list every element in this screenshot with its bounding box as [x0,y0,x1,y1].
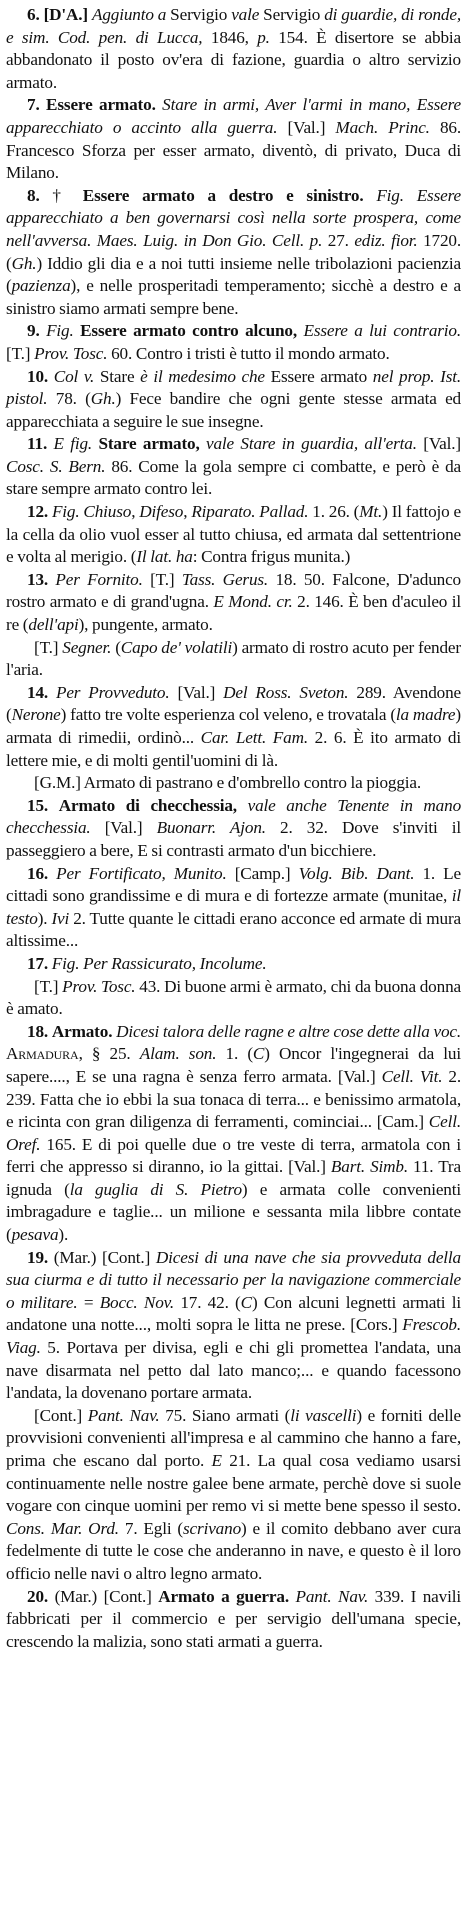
dictionary-entry-17: 17. Fig. Per Rassicurato, Incolume. [27,953,267,973]
dictionary-entry-14: 14. Per Provveduto. [Val.] Del Ross. Sveton. 289. Avendone (Nerone) fatto tre volte esperienza col veleno, e trovatala (la madre) armata di rimedii, ordinò... Car. Lett. Fam. 2. 6. È ito armato di lettere mie, e di molti gentil'uomini di là. [6,682,462,770]
dictionary-entry-10: 10. Col v. Stare è il medesimo che Essere armato nel prop. Ist. pistol. 78. (Gh.) Fece bandire che ogni gente stesse armata ed apparecchiata a seguire le sue insegne. [6,366,462,431]
dictionary-entry-14b: [G.M.] Armato di pastrano e d'ombrello contro la pioggia. [34,773,422,793]
dictionary-entry-16: 16. Per Fortificato, Munito. [Camp.] Volg. Bib. Dant. 1. Le cittadi sono grandissime e di mura e di fortezze armate (munitae, il testo). Ivi 2. Tutte quante le cittadi erano acconce ed armate di mura altissime... [6,863,462,951]
dictionary-entry-6: 6. [D'A.] Aggiunto a Servigio vale Servigio di guardie, di ronde, e sim. Cod. pen. di Lucca, 1846, p. 154. È disertore se abbia abbandonato il posto ov'era di fazione, guardia o altro servizio armato. [6,5,461,92]
dictionary-entry-18: 18. Armato. Dicesi talora delle ragne e altre cose dette alla voc. Armadura, § 25. Alam. son. 1. (C) Oncor l'ingegnerai da lui sapere...., E se una ragna è senza ferro armata. [Val.] Cell. Vit. 2. 239. Fatta che io ebbi la sua tonaca di terra... e benissimo armatola, e ricinta con gran diligenza di ferramenti, cominciai... [Cam.] Cell. Oref. 165. E di poi quelle due o tre veste di terra, armatola con i ferri che appresso si diranno, io la gittai. [Val.] Bart. Simb. 11. Tra ignuda (la guglia di S. Pietro) e armata colle convenienti imbragadure e taglie... un milione e sessanta mila libbre contate (pesava). [6,1021,462,1245]
dictionary-entry-19b: [Cont.] Pant. Nav. 75. Siano armati (li vascelli) e forniti delle provvisioni convenienti all'impresa e al cammino che hanno a fare, prima che escano dal porto. E 21. La qual cosa vediamo usarsi continuamente nelle nostre galee bene armate, perchè dove si suole vogare con cinque uomini per remo vi si mette bene spesso il sesto. Cons. Mar. Ord. 7. Egli (scrivano) e il comito debbano aver cura fedelmente di tutte le cose che anderanno in nave, e questo è il loro officio nelle navi o altro legno armato. [6,1405,462,1583]
dictionary-entry-12: 12. Fig. Chiuso, Difeso, Riparato. Pallad. 1. 26. (Mt.) Il fattojo e la cella da olio vuol esser al tutto chiusa, ed armata dal settentrione e volta al merigio. (Il lat. ha: Contra frigus munita.) [6,502,461,567]
dictionary-entry-15: 15. Armato di checchessia, vale anche Tenente in mano checchessia. [Val.] Buonarr. Ajon. 2. 32. Dove s'inviti il passeggiero a bere, E si contrasti armato d'un bicchiere. [6,795,462,860]
dictionary-entry-17b: [T.] Prov. Tosc. 43. Di buone armi è armato, chi da buona donna è amato. [6,976,461,1019]
dictionary-entry-8: 8. † Essere armato a destro e sinistro. Fig. Essere apparecchiato a ben governarsi così nella sorte prospera, come nell'avversa. Maes. Luig. in Don Gio. Cell. p. 27. ediz. fior. 1720. (Gh.) Iddio gli dia e a noi tutti insieme nelle tribolazioni pacienzia (pazienza), e nelle prosperitadi temperamento; sicchè a destro e a sinistro siamo armati sempre bene. [6,185,462,318]
dictionary-entry-11: 11. E fig. Stare armato, vale Stare in guardia, all'erta. [Val.] Cosc. S. Bern. 86. Come la gola sempre ci combatte, e però è da stare sempre armato contro lei. [6,434,461,499]
dictionary-entry-9: 9. Fig. Essere armato contro alcuno, Essere a lui contrario. [T.] Prov. Tosc. 60. Contro i tristi è tutto il mondo armato. [6,321,462,363]
dictionary-entry-20: 20. (Mar.) [Cont.] Armato a guerra. Pant. Nav. 339. I navili fabbricati per il commercio e per servigio dell'umana specie, crescendo la malizia, sono stati armati a guerra. [6,1586,461,1651]
dictionary-entry-13: 13. Per Fornito. [T.] Tass. Gerus. 18. 50. Falcone, D'adunco rostro armato e di grand'ugna. E Mond. cr. 2. 146. È ben d'aculeo il re (dell'api), pungente, armato. [6,569,462,635]
dictionary-entry-7: 7. Essere armato. Stare in armi, Aver l'armi in mano, Essere apparecchiato o accinto alla guerra. [Val.] Mach. Princ. 86. Francesco Sforza per esser armato, diventò, di privato, Duca di Milano. [6,95,461,183]
dictionary-entry-13b: [T.] Segner. (Capo de' volatili) armato di rostro acuto per fender l'aria. [6,637,461,680]
dictionary-entry-19: 19. (Mar.) [Cont.] Dicesi di una nave che sia provveduta della sua ciurma e di tutto il necessario per la navigazione commerciale o militare. = Bocc. Nov. 17. 42. (C) Con alcuni legnetti armati li andatone una notte..., molti sopra le litta ne prese. [Cors.] Frescob. Viag. 5. Portava per divisa, egli e chi gli promettea l'andata, una nave disarmata nel petto dal lato manco;... e quando facessono l'andata, la dovenano portare armata. [6,1247,461,1403]
